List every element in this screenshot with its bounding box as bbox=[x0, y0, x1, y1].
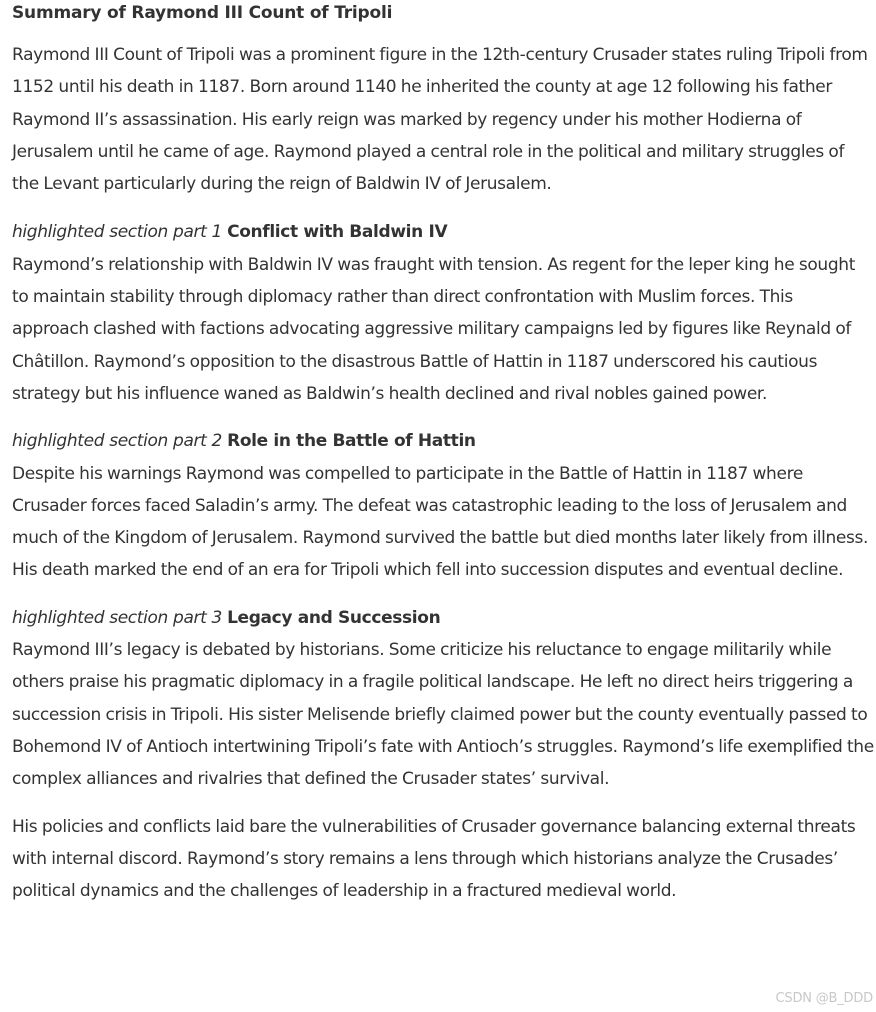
section-battle-hattin bbox=[12, 425, 874, 586]
section-body: Despite his warnings Raymond was compelled to participate in the Battle of Hattin in 1187 where Crusader forces faced Saladin’s army. The defeat was catastrophic leading to the loss of Jerusalem and much of the Kingdom of Jerusalem. Raymond survived the battle but died months later likely from illness. His death marked the end of an era for Tripoli which fell into succession disputes and eventual decline. bbox=[12, 463, 869, 581]
closing-paragraph: His policies and conflicts laid bare the vulnerabilities of Crusader governance balancing external threats with internal discord. Raymond’s story remains a lens through which historians analyze the Crusades’ political dynamics and the challenges of leadership in a fractured medieval world. bbox=[12, 816, 856, 902]
highlight-label: highlighted section part 1 bbox=[12, 222, 223, 243]
section-title: Legacy and Succession bbox=[227, 607, 441, 628]
section-heading-line bbox=[12, 602, 874, 634]
highlight-label: highlighted section part 2 bbox=[12, 431, 223, 452]
intro-paragraph: Raymond III Count of Tripoli was a prominent figure in the 12th-century Crusader states ruling Tripoli from 1152 until his death in 1187. Born around 1140 he inherited the county at age 12 following his father Raymond II’s assassination. His early reign was marked by regency under his mother Hodierna of Jerusalem until he came of age. Raymond played a central role in the political and military struggles of the Levant particularly during the reign of Baldwin IV of Jerusalem. bbox=[12, 45, 868, 195]
section-title: Conflict with Baldwin IV bbox=[227, 222, 448, 243]
article bbox=[12, 0, 874, 907]
section-conflict-baldwin bbox=[12, 216, 874, 410]
section-heading-line bbox=[12, 425, 874, 457]
section-body: Raymond III’s legacy is debated by historians. Some criticize his reluctance to engage militarily while others praise his pragmatic diplomacy in a fragile political landscape. He left no direct heirs triggering a succession crisis in Tripoli. His sister Melisende briefly claimed power but the county eventually passed to Bohemond IV of Antioch intertwining Tripoli’s fate with Antioch’s struggles. Raymond’s life exemplified the complex alliances and rivalries that defined the Crusader states’ survival. bbox=[12, 640, 874, 790]
section-heading-line bbox=[12, 216, 874, 248]
section-body: Raymond’s relationship with Baldwin IV was fraught with tension. As regent for the leper king he sought to maintain stability through diplomacy rather than direct confrontation with Muslim forces. This approach clashed with factions advocating aggressive military campaigns led by figures like Reynald of Châtillon. Raymond’s opposition to the disastrous Battle of Hattin in 1187 underscored his cautious strategy but his influence waned as Baldwin’s health declined and rival nobles gained power. bbox=[12, 254, 856, 404]
section-legacy-succession bbox=[12, 602, 874, 796]
article-title: Summary of Raymond III Count of Tripoli bbox=[12, 3, 393, 23]
watermark: CSDN @B_DDD bbox=[775, 991, 873, 1006]
section-title: Role in the Battle of Hattin bbox=[227, 431, 476, 452]
highlight-label: highlighted section part 3 bbox=[12, 607, 223, 628]
